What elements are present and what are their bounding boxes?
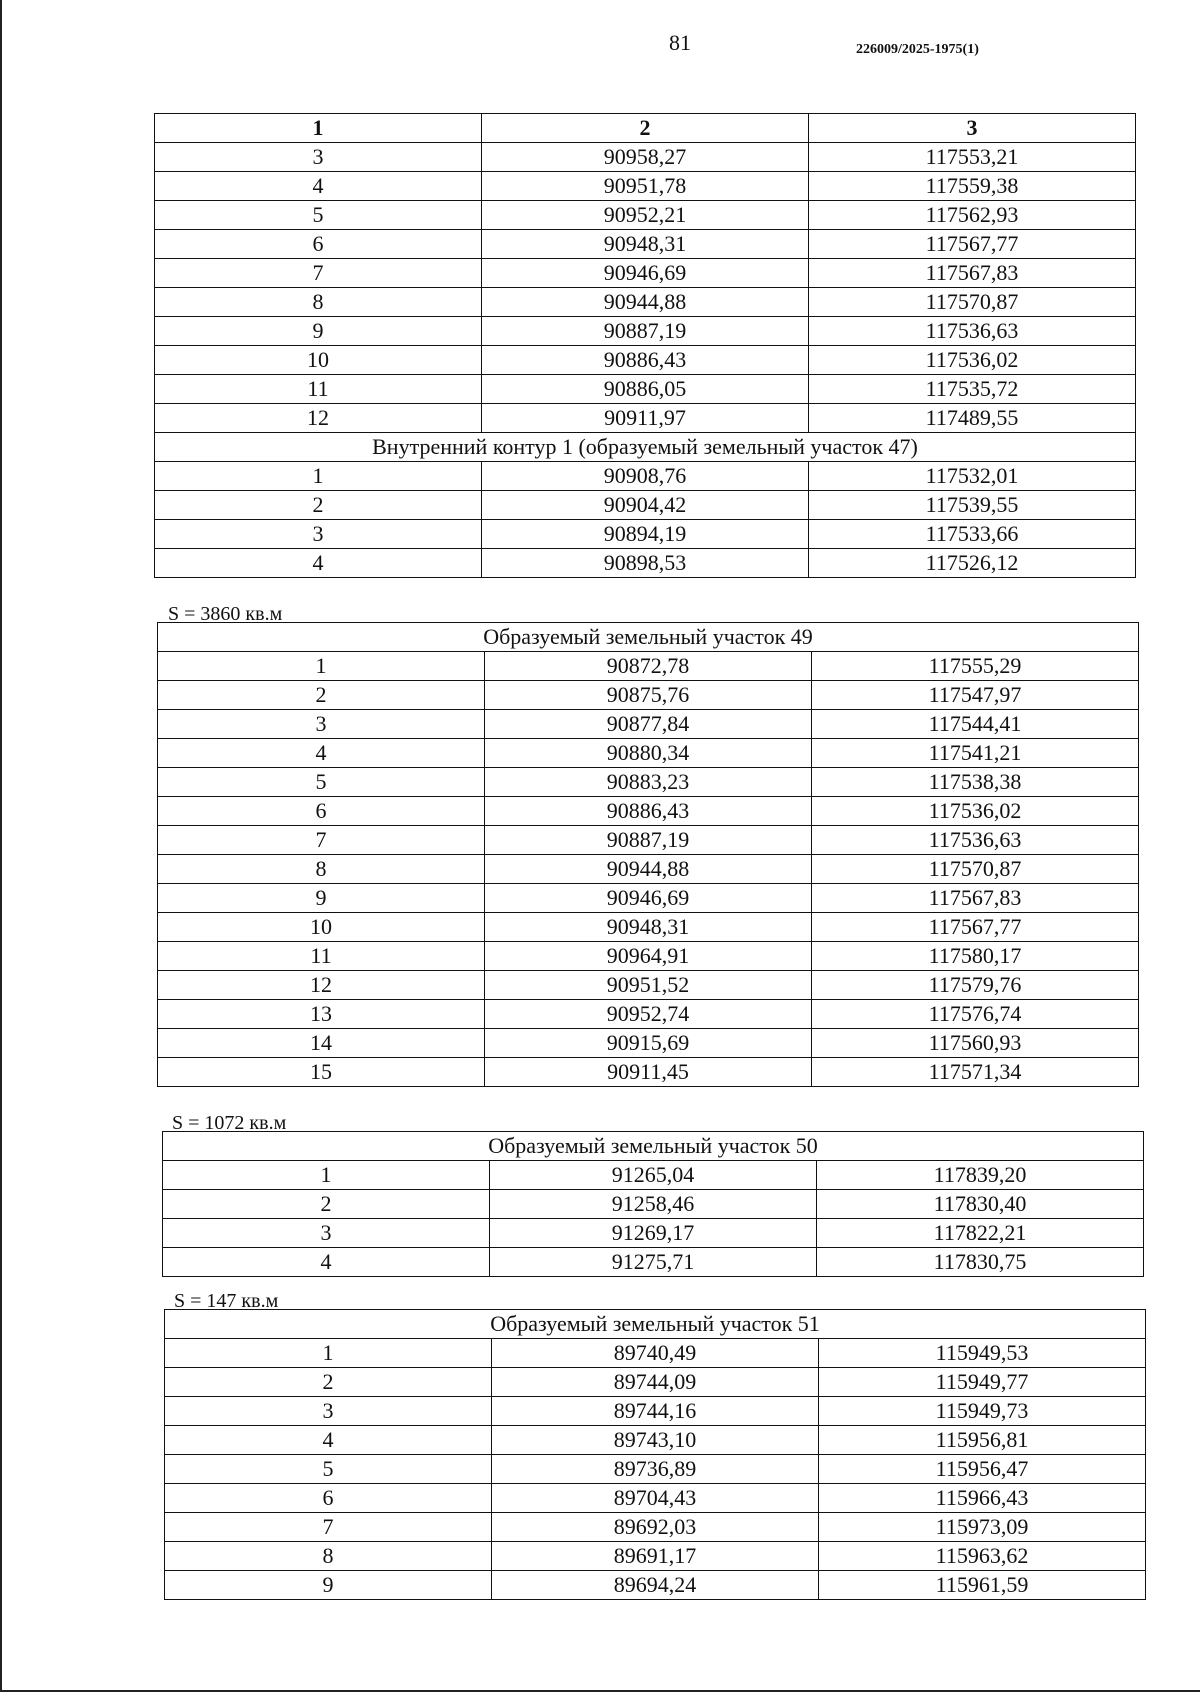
table-row bbox=[165, 1484, 1146, 1513]
table-row bbox=[165, 1542, 1146, 1571]
table-row bbox=[155, 259, 1136, 288]
y-coordinate-cell: 117567,77 bbox=[809, 230, 1136, 259]
page-number: 81 bbox=[669, 30, 691, 55]
coordinates-table-1 bbox=[154, 113, 1136, 578]
y-coordinate-cell: 115949,77 bbox=[819, 1368, 1146, 1397]
table-row bbox=[163, 1219, 1144, 1248]
y-coordinate-cell: 117547,97 bbox=[812, 681, 1139, 710]
point-number-cell: 4 bbox=[155, 172, 482, 201]
x-coordinate-cell: 90908,76 bbox=[482, 462, 809, 491]
x-coordinate-cell: 91269,17 bbox=[490, 1219, 817, 1248]
y-coordinate-cell: 117822,21 bbox=[817, 1219, 1144, 1248]
y-coordinate-cell: 117536,02 bbox=[809, 346, 1136, 375]
point-number-cell: 5 bbox=[158, 768, 485, 797]
page-edge-left bbox=[0, 0, 2, 1692]
table-row bbox=[165, 1339, 1146, 1368]
table-row bbox=[155, 491, 1136, 520]
point-number-cell: 2 bbox=[163, 1190, 490, 1219]
y-coordinate-cell: 117839,20 bbox=[817, 1161, 1144, 1190]
x-coordinate-cell: 90944,88 bbox=[482, 288, 809, 317]
x-coordinate-cell: 89740,49 bbox=[492, 1339, 819, 1368]
x-coordinate-cell: 91275,71 bbox=[490, 1248, 817, 1277]
y-coordinate-cell: 115949,73 bbox=[819, 1397, 1146, 1426]
y-coordinate-cell: 115956,47 bbox=[819, 1455, 1146, 1484]
table-row bbox=[155, 462, 1136, 491]
point-number-cell: 6 bbox=[165, 1484, 492, 1513]
point-number-cell: 4 bbox=[163, 1248, 490, 1277]
y-coordinate-cell: 115961,59 bbox=[819, 1571, 1146, 1600]
x-coordinate-cell: 89736,89 bbox=[492, 1455, 819, 1484]
point-number-cell: 3 bbox=[158, 710, 485, 739]
point-number-cell: 3 bbox=[163, 1219, 490, 1248]
y-coordinate-cell: 115963,62 bbox=[819, 1542, 1146, 1571]
x-coordinate-cell: 91265,04 bbox=[490, 1161, 817, 1190]
table-row bbox=[158, 855, 1139, 884]
y-coordinate-cell: 117559,38 bbox=[809, 172, 1136, 201]
table-row bbox=[155, 317, 1136, 346]
y-coordinate-cell: 117570,87 bbox=[809, 288, 1136, 317]
x-coordinate-cell: 90880,34 bbox=[485, 739, 812, 768]
table-row bbox=[158, 1058, 1139, 1087]
point-number-cell: 8 bbox=[165, 1542, 492, 1571]
table-row bbox=[165, 1426, 1146, 1455]
table-row bbox=[158, 942, 1139, 971]
x-coordinate-cell: 89744,16 bbox=[492, 1397, 819, 1426]
x-coordinate-cell: 90948,31 bbox=[485, 913, 812, 942]
y-coordinate-cell: 117544,41 bbox=[812, 710, 1139, 739]
x-coordinate-cell: 90883,23 bbox=[485, 768, 812, 797]
table-row bbox=[158, 1029, 1139, 1058]
y-coordinate-cell: 117570,87 bbox=[812, 855, 1139, 884]
y-coordinate-cell: 115949,53 bbox=[819, 1339, 1146, 1368]
table-row bbox=[155, 375, 1136, 404]
table-row bbox=[165, 1513, 1146, 1542]
table-4-body bbox=[165, 1310, 1146, 1600]
x-coordinate-cell: 90904,42 bbox=[482, 491, 809, 520]
point-number-cell: 3 bbox=[155, 143, 482, 172]
y-coordinate-cell: 117567,77 bbox=[812, 913, 1139, 942]
point-number-cell: 7 bbox=[158, 826, 485, 855]
x-coordinate-cell: 90894,19 bbox=[482, 520, 809, 549]
point-number-cell: 1 bbox=[165, 1339, 492, 1368]
x-coordinate-cell: 90951,78 bbox=[482, 172, 809, 201]
table-title-row bbox=[163, 1132, 1144, 1161]
point-number-cell: 4 bbox=[155, 549, 482, 578]
table-row bbox=[155, 549, 1136, 578]
table-title-row bbox=[165, 1310, 1146, 1339]
point-number-cell: 4 bbox=[158, 739, 485, 768]
x-coordinate-cell: 90886,43 bbox=[485, 797, 812, 826]
point-number-cell: 8 bbox=[155, 288, 482, 317]
x-coordinate-cell: 89743,10 bbox=[492, 1426, 819, 1455]
point-number-cell: 9 bbox=[155, 317, 482, 346]
x-coordinate-cell: 90887,19 bbox=[482, 317, 809, 346]
x-coordinate-cell: 90911,97 bbox=[482, 404, 809, 433]
table-row bbox=[158, 652, 1139, 681]
point-number-cell: 12 bbox=[158, 971, 485, 1000]
x-coordinate-cell: 90886,05 bbox=[482, 375, 809, 404]
point-number-cell: 15 bbox=[158, 1058, 485, 1087]
point-number-cell: 3 bbox=[165, 1397, 492, 1426]
x-coordinate-cell: 90952,21 bbox=[482, 201, 809, 230]
coordinates-table-3 bbox=[162, 1131, 1144, 1277]
point-number-cell: 8 bbox=[158, 855, 485, 884]
x-coordinate-cell: 90964,91 bbox=[485, 942, 812, 971]
y-coordinate-cell: 117830,75 bbox=[817, 1248, 1144, 1277]
y-coordinate-cell: 117580,17 bbox=[812, 942, 1139, 971]
table-row bbox=[158, 971, 1139, 1000]
table-row bbox=[165, 1455, 1146, 1484]
table-4-title: Образуемый земельный участок 51 bbox=[165, 1310, 1146, 1339]
table-row bbox=[158, 913, 1139, 942]
y-coordinate-cell: 117535,72 bbox=[809, 375, 1136, 404]
table-row bbox=[163, 1190, 1144, 1219]
point-number-cell: 3 bbox=[155, 520, 482, 549]
x-coordinate-cell: 89704,43 bbox=[492, 1484, 819, 1513]
y-coordinate-cell: 117536,02 bbox=[812, 797, 1139, 826]
table-row bbox=[158, 768, 1139, 797]
coordinates-table-2 bbox=[157, 622, 1139, 1087]
x-coordinate-cell: 90946,69 bbox=[485, 884, 812, 913]
x-coordinate-cell: 89744,09 bbox=[492, 1368, 819, 1397]
x-coordinate-cell: 90915,69 bbox=[485, 1029, 812, 1058]
y-coordinate-cell: 115973,09 bbox=[819, 1513, 1146, 1542]
point-number-cell: 1 bbox=[158, 652, 485, 681]
point-number-cell: 10 bbox=[158, 913, 485, 942]
y-coordinate-cell: 117489,55 bbox=[809, 404, 1136, 433]
table-row bbox=[163, 1161, 1144, 1190]
point-number-cell: 14 bbox=[158, 1029, 485, 1058]
point-number-cell: 9 bbox=[165, 1571, 492, 1600]
table-header-row bbox=[155, 114, 1136, 143]
y-coordinate-cell: 117538,38 bbox=[812, 768, 1139, 797]
y-coordinate-cell: 117536,63 bbox=[812, 826, 1139, 855]
point-number-cell: 9 bbox=[158, 884, 485, 913]
x-coordinate-cell: 91258,46 bbox=[490, 1190, 817, 1219]
x-coordinate-cell: 90951,52 bbox=[485, 971, 812, 1000]
column-header-2: 2 bbox=[482, 114, 809, 143]
table-row bbox=[163, 1248, 1144, 1277]
y-coordinate-cell: 117539,55 bbox=[809, 491, 1136, 520]
table-2-title: Образуемый земельный участок 49 bbox=[158, 623, 1139, 652]
x-coordinate-cell: 90911,45 bbox=[485, 1058, 812, 1087]
point-number-cell: 11 bbox=[155, 375, 482, 404]
point-number-cell: 2 bbox=[158, 681, 485, 710]
table-row bbox=[158, 884, 1139, 913]
point-number-cell: 6 bbox=[155, 230, 482, 259]
point-number-cell: 2 bbox=[155, 491, 482, 520]
point-number-cell: 2 bbox=[165, 1368, 492, 1397]
x-coordinate-cell: 90887,19 bbox=[485, 826, 812, 855]
document-code: 226009/2025-1975(1) bbox=[856, 42, 979, 57]
x-coordinate-cell: 90872,78 bbox=[485, 652, 812, 681]
x-coordinate-cell: 90958,27 bbox=[482, 143, 809, 172]
area-label-2: S = 1072 кв.м bbox=[172, 1112, 287, 1134]
table-row bbox=[155, 143, 1136, 172]
table-2-body bbox=[158, 623, 1139, 1087]
x-coordinate-cell: 90946,69 bbox=[482, 259, 809, 288]
area-label-3: S = 147 кв.м bbox=[174, 1290, 279, 1312]
coordinates-table-4 bbox=[164, 1309, 1146, 1600]
table-row bbox=[158, 797, 1139, 826]
point-number-cell: 5 bbox=[155, 201, 482, 230]
x-coordinate-cell: 90877,84 bbox=[485, 710, 812, 739]
table-row bbox=[158, 710, 1139, 739]
point-number-cell: 12 bbox=[155, 404, 482, 433]
y-coordinate-cell: 117567,83 bbox=[812, 884, 1139, 913]
y-coordinate-cell: 117830,40 bbox=[817, 1190, 1144, 1219]
y-coordinate-cell: 117541,21 bbox=[812, 739, 1139, 768]
table-row bbox=[158, 1000, 1139, 1029]
x-coordinate-cell: 90875,76 bbox=[485, 681, 812, 710]
point-number-cell: 1 bbox=[155, 462, 482, 491]
table-row bbox=[158, 739, 1139, 768]
table-1-body bbox=[155, 114, 1136, 578]
column-header-1: 1 bbox=[155, 114, 482, 143]
x-coordinate-cell: 89694,24 bbox=[492, 1571, 819, 1600]
y-coordinate-cell: 117553,21 bbox=[809, 143, 1136, 172]
table-row bbox=[155, 404, 1136, 433]
point-number-cell: 1 bbox=[163, 1161, 490, 1190]
table-row bbox=[165, 1397, 1146, 1426]
y-coordinate-cell: 117533,66 bbox=[809, 520, 1136, 549]
y-coordinate-cell: 117571,34 bbox=[812, 1058, 1139, 1087]
y-coordinate-cell: 115966,43 bbox=[819, 1484, 1146, 1513]
y-coordinate-cell: 117536,63 bbox=[809, 317, 1136, 346]
x-coordinate-cell: 90886,43 bbox=[482, 346, 809, 375]
y-coordinate-cell: 117562,93 bbox=[809, 201, 1136, 230]
y-coordinate-cell: 117555,29 bbox=[812, 652, 1139, 681]
x-coordinate-cell: 90948,31 bbox=[482, 230, 809, 259]
y-coordinate-cell: 117567,83 bbox=[809, 259, 1136, 288]
y-coordinate-cell: 115956,81 bbox=[819, 1426, 1146, 1455]
point-number-cell: 7 bbox=[155, 259, 482, 288]
point-number-cell: 5 bbox=[165, 1455, 492, 1484]
point-number-cell: 11 bbox=[158, 942, 485, 971]
point-number-cell: 7 bbox=[165, 1513, 492, 1542]
table-row bbox=[155, 288, 1136, 317]
table-row bbox=[155, 201, 1136, 230]
area-label-1: S = 3860 кв.м bbox=[168, 603, 283, 625]
table-row bbox=[165, 1368, 1146, 1397]
table-3-body bbox=[163, 1132, 1144, 1277]
table-row bbox=[155, 230, 1136, 259]
table-row bbox=[158, 681, 1139, 710]
table-row bbox=[155, 346, 1136, 375]
table-row bbox=[165, 1571, 1146, 1600]
y-coordinate-cell: 117532,01 bbox=[809, 462, 1136, 491]
y-coordinate-cell: 117526,12 bbox=[809, 549, 1136, 578]
x-coordinate-cell: 90952,74 bbox=[485, 1000, 812, 1029]
table-row bbox=[158, 826, 1139, 855]
inner-contour-row bbox=[155, 433, 1136, 462]
inner-contour-title: Внутренний контур 1 (образуемый земельный участок 47) bbox=[155, 433, 1136, 462]
x-coordinate-cell: 90898,53 bbox=[482, 549, 809, 578]
table-row bbox=[155, 520, 1136, 549]
x-coordinate-cell: 89691,17 bbox=[492, 1542, 819, 1571]
y-coordinate-cell: 117576,74 bbox=[812, 1000, 1139, 1029]
table-3-title: Образуемый земельный участок 50 bbox=[163, 1132, 1144, 1161]
column-header-3: 3 bbox=[809, 114, 1136, 143]
y-coordinate-cell: 117560,93 bbox=[812, 1029, 1139, 1058]
point-number-cell: 6 bbox=[158, 797, 485, 826]
point-number-cell: 13 bbox=[158, 1000, 485, 1029]
x-coordinate-cell: 89692,03 bbox=[492, 1513, 819, 1542]
table-title-row bbox=[158, 623, 1139, 652]
point-number-cell: 4 bbox=[165, 1426, 492, 1455]
y-coordinate-cell: 117579,76 bbox=[812, 971, 1139, 1000]
point-number-cell: 10 bbox=[155, 346, 482, 375]
x-coordinate-cell: 90944,88 bbox=[485, 855, 812, 884]
table-row bbox=[155, 172, 1136, 201]
